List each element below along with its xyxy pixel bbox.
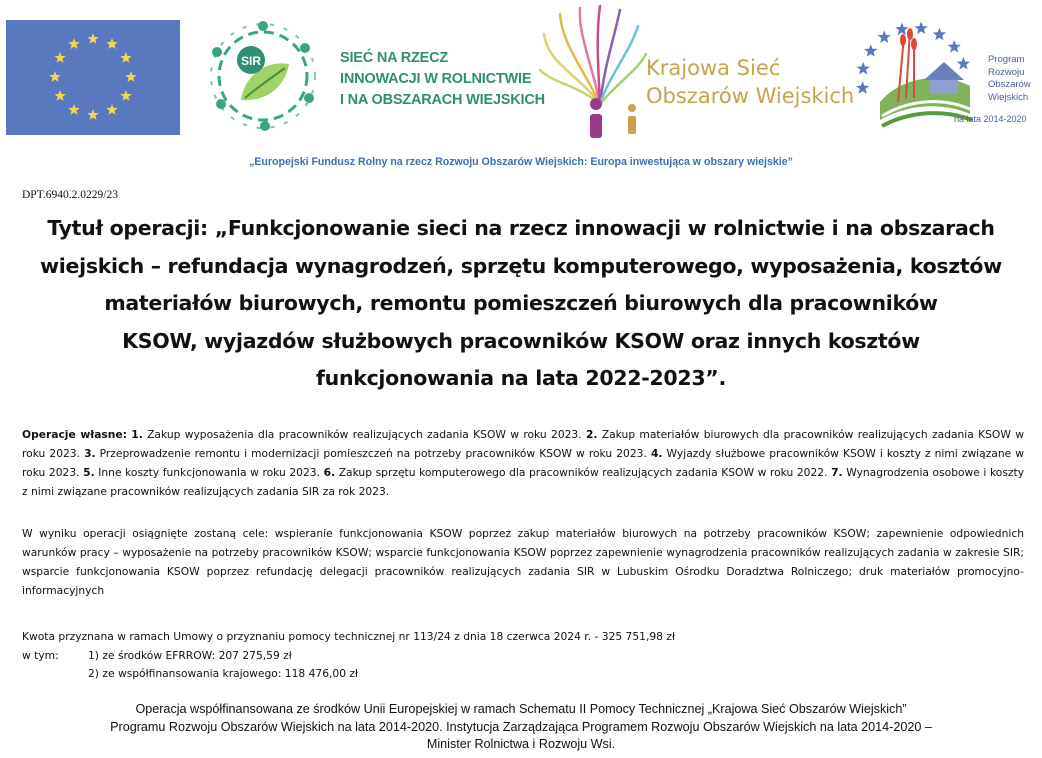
prow-logo-text [988,54,1031,104]
sir-emblem-icon [205,20,325,132]
prow-logo-line: Rozwoju [988,66,1025,78]
cofinancing-footer [10,701,1032,754]
eu-stars-icon [6,20,180,135]
sir-logo-line: INNOWACJI W ROLNICTWIE [340,71,532,87]
funding-item: 2) ze współfinansowania krajowego: 118 476,00 zł [88,667,359,680]
prow-star-icon [957,57,970,70]
ksow-logo-line: Krajowa Sieć [646,56,781,80]
sir-logo-line: I NA OBSZARACH WIEJSKICH [340,92,545,108]
operation-number: 5. [83,466,95,479]
operation-number: 3. [84,447,96,460]
footer-line: Minister Rolnictwa i Rozwoju Wsi. [426,737,616,751]
prow-logo-line: Obszarów [988,79,1031,90]
sir-logo [205,20,545,135]
ksow-logo-line: Obszarów Wiejskich [646,84,855,108]
ksow-logo-text [646,54,854,110]
operation-number: 2. [585,428,598,441]
operations-paragraph [22,425,1024,501]
operation-text: Zakup sprzętu komputerowego dla pracowników realizujących zadania KSOW w roku 2022. [338,466,828,479]
title-line: Tytuł operacji: „Funkcjonowanie sieci na rzecz innowacji w rolnictwie i na obszarach [47,216,995,240]
prow-star-icon [933,28,946,41]
title-line: wiejskich – refundacja wynagrodzeń, sprzętu komputerowego, wyposażenia, kosztów [40,253,1002,278]
eu-flag-logo [6,20,180,135]
operation-text: Przeprowadzenie remontu i modernizacji pomieszczeń na potrzeby pracowników KSOW w roku 2023. [99,447,647,460]
prow-star-icon [878,30,891,43]
funding-wtym-label: w tym: [22,648,59,662]
operation-number: 6. [323,466,336,479]
prow-star-icon [864,44,877,57]
operations-label: Operacje własne: [22,428,127,441]
operation-title [20,210,1022,398]
funding-row [22,665,1022,684]
prow-logo-years: na lata 2014-2020 [954,114,1027,124]
ksow-logo [538,4,855,139]
prow-star-icon [856,81,869,94]
operation-number: 4. [650,447,663,460]
title-line: KSOW, wyjazdów służbowych pracowników KSOW oraz innych kosztów [122,328,920,353]
title-line: materiałów biurowych, remontu pomieszczeń biurowych dla pracowników [104,291,938,315]
funding-section [22,628,1022,684]
operation-text: Wynagrodzenia osobowe i koszty z nimi związane pracowników realizujących zadania SIR za rok 2023. [22,466,1025,498]
sir-logo-line: SIEĆ NA RZECZ [340,50,449,66]
prow-logo [852,6,1042,136]
logo-bar [0,0,1042,150]
funding-item: 1) ze środków EFRROW: 207 275,59 zł [88,648,292,662]
sir-logo-text [340,48,545,111]
operation-text: Wyjazdy służbowe pracowników KSOW i koszty z nimi związane w roku 2023. [22,447,1025,479]
prow-star-icon [857,62,870,75]
operation-number: 7. [831,466,843,479]
operation-text: Inne koszty funkcjonowania w roku 2023. [98,466,320,479]
ksow-emblem-icon [538,4,648,139]
funding-row [22,647,1022,666]
prow-logo-line: Program [988,54,1025,65]
operation-text: Zakup materiałów biurowych dla pracowników realizujących zadania KSOW w roku 2023. [22,428,1024,460]
footer-line: Programu Rozwoju Obszarów Wiejskich na lata 2014-2020. Instytucja Zarządzająca Programem Rozwoju Obszarów Wiejskich na lata 2014-2020 – [110,719,932,734]
goals-paragraph: W wyniku operacji osiągnięte zostaną cele: wspieranie funkcjonowania KSOW poprzez zakup materiałów biurowych na potrzeby pracowników KSOW; zapewnienie odpowiednich warunków pracy – wyposażenie na potrzeby pracowników KSOW; wsparcie funkcjonowania KSOW poprzez zapewnienie wynagrodzenia pracowników realizujących zadania w zakresie SIR; wsparcie funkcjonowania KSOW poprzez refundację delegacji pracowników realizujących zadania SIR w Lubuskim Ośrodku Doradztwa Rolniczego; druk materiałów promocyjno-informacyjnych [22,527,1024,597]
operation-text: Zakup wyposażenia dla pracowników realizujących zadania KSOW w roku 2023. [147,428,582,441]
prow-star-icon [895,22,908,35]
slogan: „Europejski Fundusz Rolny na rzecz Rozwoju Obszarów Wiejskich: Europa inwestująca w obszary wiejskie” [249,156,793,168]
prow-star-icon [914,21,927,34]
funding-total: Kwota przyznana w ramach Umowy o przyznaniu pomocy technicznej nr 113/24 z dnia 18 czerwca 2024 r. - 325 751,98 zł [22,630,675,643]
prow-logo-line: Wiejskich [988,91,1029,103]
sir-badge-text: SIR [240,54,262,68]
document-number: DPT.6940.2.0229/23 [22,189,118,201]
title-line: funkcjonowania na lata 2022-2023”. [316,366,726,390]
prow-star-icon [948,40,961,53]
operation-number: 1. [131,428,143,441]
footer-line: Operacja współfinansowana ze środków Unii Europejskiej w ramach Schematu II Pomocy Technicznej „Krajowa Sieć Obszarów Wiejskich” [135,702,907,716]
